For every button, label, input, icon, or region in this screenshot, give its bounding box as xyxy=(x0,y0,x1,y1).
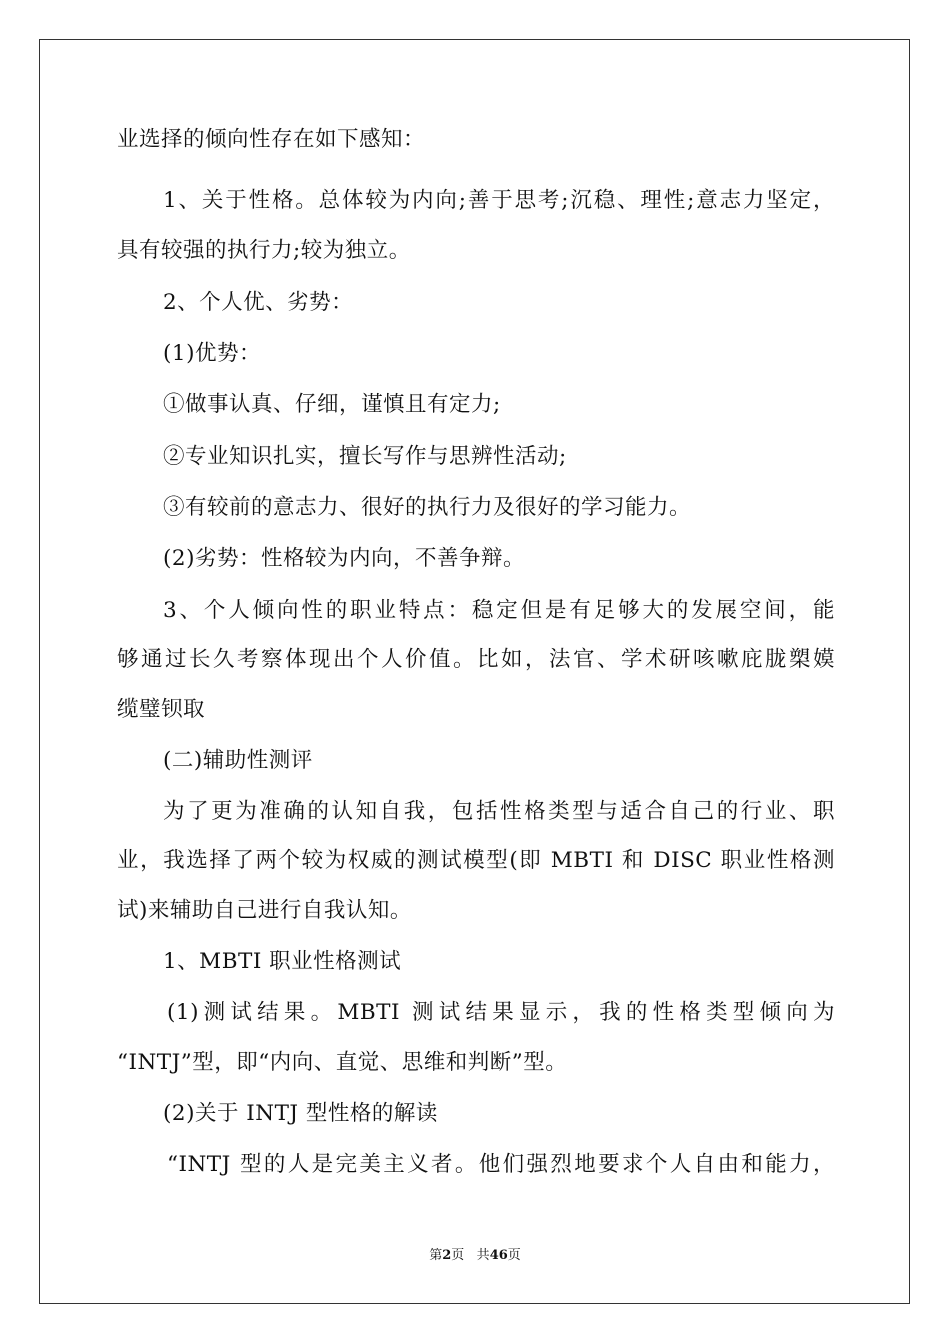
text-line: 3、个人倾向性的职业特点：稳定但是有足够大的发展空间，能 xyxy=(163,598,835,623)
text-line: (1)测试结果。MBTI 测试结果显示，我的性格类型倾向为 xyxy=(167,1000,835,1025)
page-footer xyxy=(0,1247,950,1265)
footer-total-suffix: 页 xyxy=(507,1248,521,1263)
text-line: (2)劣势：性格较为内向，不善争辩。 xyxy=(163,546,525,571)
text-line: 试)来辅助自己进行自我认知。 xyxy=(117,898,412,923)
text-line: 1、关于性格。总体较为内向;善于思考;沉稳、理性;意志力坚定， xyxy=(163,188,835,213)
text-line: 业选择的倾向性存在如下感知： xyxy=(117,127,426,152)
text-line: “INTJ 型的人是完美主义者。他们强烈地要求个人自由和能力， xyxy=(167,1152,835,1177)
text-line: ③有较前的意志力、很好的执行力及很好的学习能力。 xyxy=(163,495,692,520)
text-line: 1、MBTI 职业性格测试 xyxy=(163,949,402,974)
footer-total-prefix: 共 xyxy=(476,1248,490,1263)
text-line: ②专业知识扎实，擅长写作与思辨性活动; xyxy=(163,444,567,469)
text-line: “INTJ”型，即“内向、直觉、思维和判断”型。 xyxy=(117,1050,568,1075)
text-line: 够通过长久考察体现出个人价值。比如，法官、学术研咳嗽庇胧槊嫫 xyxy=(117,647,835,672)
text-line: 为了更为准确的认知自我，包括性格类型与适合自己的行业、职 xyxy=(163,799,835,824)
text-line: ①做事认真、仔细，谨慎且有定力; xyxy=(163,392,501,417)
text-line: 具有较强的执行力;较为独立。 xyxy=(117,238,411,263)
footer-page-suffix: 页 xyxy=(451,1248,465,1263)
footer-total-pages: 46 xyxy=(489,1248,508,1263)
footer-page-prefix: 第 xyxy=(429,1248,443,1263)
text-line: (1)优势： xyxy=(163,341,261,366)
footer-page-number: 2 xyxy=(442,1248,452,1263)
text-line: (2)关于 INTJ 型性格的解读 xyxy=(163,1101,438,1126)
text-line: 2、个人优、劣势： xyxy=(163,290,354,315)
text-line: 缆璧钡取 xyxy=(117,697,206,722)
text-line: (二)辅助性测评 xyxy=(163,748,313,773)
text-line: 业，我选择了两个较为权威的测试模型(即 MBTI 和 DISC 职业性格测 xyxy=(117,848,835,873)
